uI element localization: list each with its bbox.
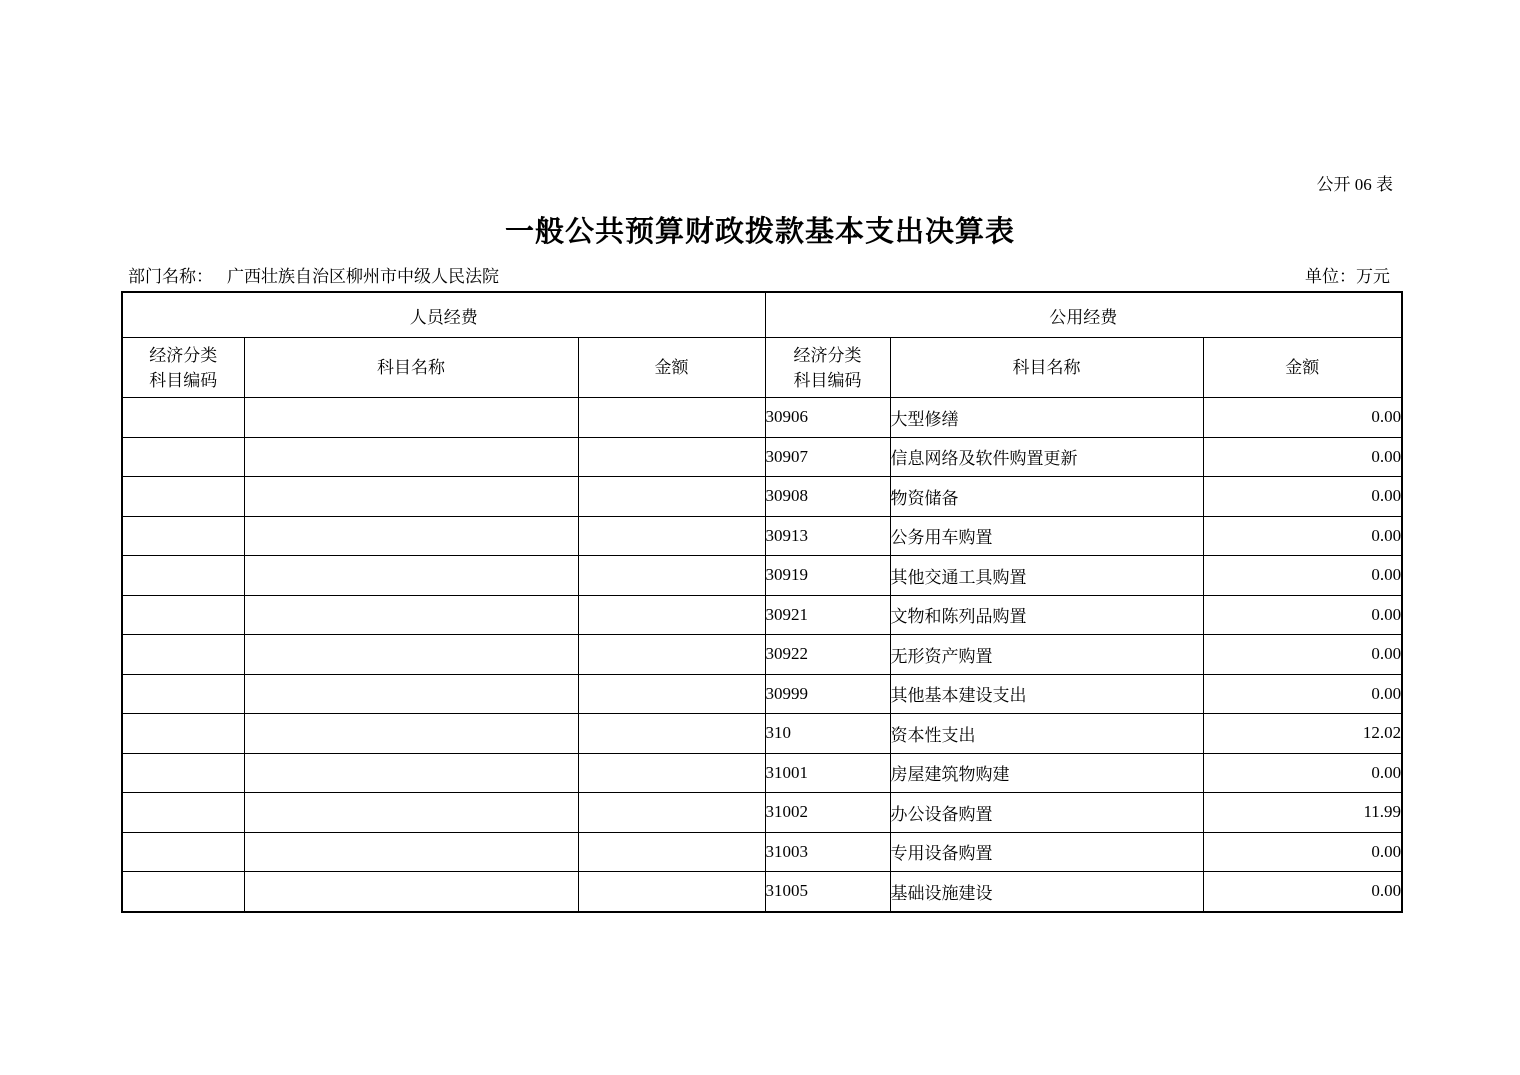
cell-left-code [122, 714, 244, 754]
cell-right-name: 房屋建筑物购建 [890, 753, 1203, 793]
col-header-left-name: 科目名称 [244, 338, 578, 398]
department-name-row [128, 262, 499, 287]
section-header-public: 公用经费 [765, 292, 1402, 338]
table-row [122, 714, 1402, 754]
cell-left-name [244, 674, 578, 714]
cell-right-code: 30906 [765, 398, 890, 438]
table-code-label: 公开 06 表 [1316, 175, 1393, 194]
cell-left-code [122, 556, 244, 596]
cell-right-name: 专用设备购置 [890, 832, 1203, 872]
col-header-right-amount: 金额 [1203, 338, 1402, 398]
cell-left-amount [578, 635, 765, 675]
cell-right-amount: 0.00 [1203, 832, 1402, 872]
table-row [122, 635, 1402, 675]
cell-right-code: 31001 [765, 753, 890, 793]
cell-right-name: 办公设备购置 [890, 793, 1203, 833]
table-row [122, 674, 1402, 714]
table-row [122, 437, 1402, 477]
cell-right-code: 31003 [765, 832, 890, 872]
cell-left-name [244, 872, 578, 912]
col-header-right-code [765, 338, 890, 398]
page-title: 一般公共预算财政拨款基本支出决算表 [504, 216, 1015, 248]
cell-right-name: 物资储备 [890, 477, 1203, 517]
cell-right-amount: 0.00 [1203, 477, 1402, 517]
meta-row [128, 262, 1390, 287]
table-row [122, 832, 1402, 872]
cell-left-code [122, 398, 244, 438]
cell-right-code: 31005 [765, 872, 890, 912]
cell-right-amount: 0.00 [1203, 872, 1402, 912]
section-header-row [122, 292, 1402, 338]
column-header-row [122, 338, 1402, 398]
cell-left-name [244, 516, 578, 556]
table-body [122, 398, 1402, 912]
cell-left-amount [578, 595, 765, 635]
cell-left-code [122, 477, 244, 517]
cell-left-code [122, 793, 244, 833]
table-row [122, 398, 1402, 438]
department-value: 广西壮族自治区柳州市中级人民法院 [227, 267, 499, 286]
cell-right-name: 无形资产购置 [890, 635, 1203, 675]
cell-left-amount [578, 477, 765, 517]
cell-left-amount [578, 832, 765, 872]
col-header-left-code-line2: 科目编码 [149, 370, 218, 390]
table-row [122, 753, 1402, 793]
cell-left-amount [578, 556, 765, 596]
cell-left-name [244, 437, 578, 477]
cell-right-code: 310 [765, 714, 890, 754]
table-row [122, 793, 1402, 833]
table-row [122, 595, 1402, 635]
cell-right-name: 大型修缮 [890, 398, 1203, 438]
cell-right-amount: 0.00 [1203, 437, 1402, 477]
cell-left-amount [578, 674, 765, 714]
cell-right-name: 资本性支出 [890, 714, 1203, 754]
cell-right-amount: 0.00 [1203, 556, 1402, 596]
col-header-left-code-line1: 经济分类 [149, 345, 218, 365]
cell-left-code [122, 753, 244, 793]
cell-right-amount: 0.00 [1203, 595, 1402, 635]
cell-left-name [244, 477, 578, 517]
col-header-right-code-line2: 科目编码 [793, 370, 862, 390]
table-row [122, 872, 1402, 912]
cell-right-code: 30921 [765, 595, 890, 635]
cell-left-name [244, 714, 578, 754]
cell-left-name [244, 556, 578, 596]
cell-right-amount: 0.00 [1203, 674, 1402, 714]
cell-right-code: 30922 [765, 635, 890, 675]
cell-left-amount [578, 714, 765, 754]
table-row [122, 516, 1402, 556]
section-header-personnel: 人员经费 [122, 292, 765, 338]
col-header-left-code [122, 338, 244, 398]
col-header-right-code-line1: 经济分类 [793, 345, 862, 365]
cell-right-amount: 0.00 [1203, 516, 1402, 556]
cell-right-code: 30908 [765, 477, 890, 517]
cell-right-name: 文物和陈列品购置 [890, 595, 1203, 635]
cell-left-amount [578, 398, 765, 438]
cell-left-name [244, 398, 578, 438]
cell-left-amount [578, 872, 765, 912]
cell-left-code [122, 516, 244, 556]
cell-left-code [122, 595, 244, 635]
cell-right-name: 基础设施建设 [890, 872, 1203, 912]
cell-left-code [122, 832, 244, 872]
cell-left-name [244, 793, 578, 833]
cell-left-name [244, 635, 578, 675]
unit-label: 单位：万元 [1305, 267, 1390, 286]
cell-right-name: 公务用车购置 [890, 516, 1203, 556]
cell-left-amount [578, 437, 765, 477]
cell-right-amount: 0.00 [1203, 635, 1402, 675]
cell-right-code: 30907 [765, 437, 890, 477]
cell-right-code: 30913 [765, 516, 890, 556]
cell-right-amount: 11.99 [1203, 793, 1402, 833]
cell-left-name [244, 832, 578, 872]
cell-left-name [244, 753, 578, 793]
cell-left-code [122, 635, 244, 675]
cell-left-name [244, 595, 578, 635]
cell-left-amount [578, 516, 765, 556]
budget-table [121, 291, 1403, 913]
cell-right-name: 其他基本建设支出 [890, 674, 1203, 714]
cell-right-code: 30919 [765, 556, 890, 596]
cell-left-amount [578, 793, 765, 833]
department-label: 部门名称： [128, 267, 213, 286]
cell-right-amount: 0.00 [1203, 753, 1402, 793]
cell-left-code [122, 872, 244, 912]
cell-right-name: 其他交通工具购置 [890, 556, 1203, 596]
cell-left-amount [578, 753, 765, 793]
budget-table-wrapper [121, 291, 1403, 913]
cell-left-code [122, 674, 244, 714]
table-row [122, 477, 1402, 517]
cell-right-name: 信息网络及软件购置更新 [890, 437, 1203, 477]
col-header-left-amount: 金额 [578, 338, 765, 398]
cell-right-amount: 0.00 [1203, 398, 1402, 438]
cell-left-code [122, 437, 244, 477]
cell-right-code: 31002 [765, 793, 890, 833]
col-header-right-name: 科目名称 [890, 338, 1203, 398]
cell-right-amount: 12.02 [1203, 714, 1402, 754]
cell-right-code: 30999 [765, 674, 890, 714]
table-row [122, 556, 1402, 596]
